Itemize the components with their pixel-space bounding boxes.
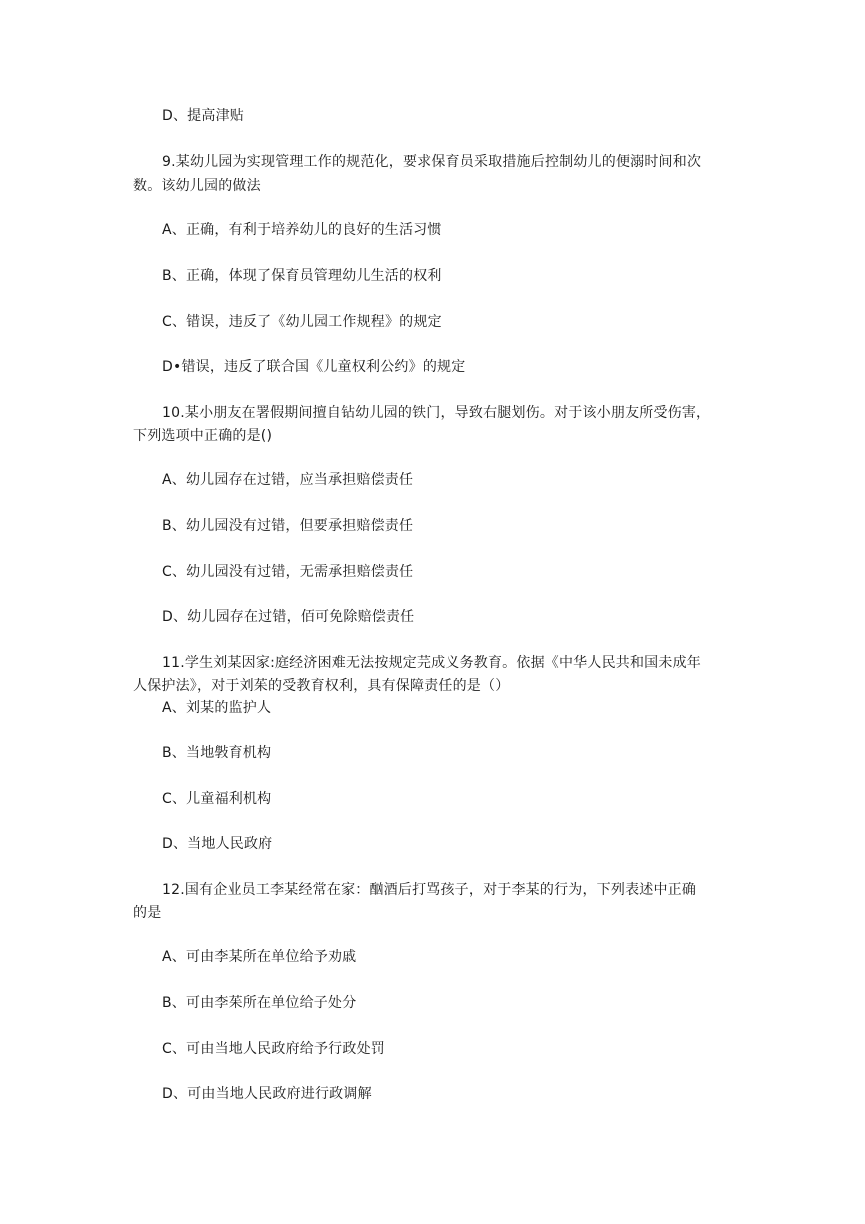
q11-stem-line-1: 11.学生刘某因家:庭经济困难无法按规定芫成义务教育。依据《中华人民共和国未成年 xyxy=(162,655,701,671)
q11-option-d: D、当地人民政府 xyxy=(162,836,273,852)
q8-option-d: D、提高津贴 xyxy=(162,108,244,124)
q12-stem-line-2: 的是 xyxy=(133,905,162,921)
q11-option-b: B、当地斅育机构 xyxy=(162,745,272,761)
q9-option-c: C、错误，违反了《幼儿园工作规程》的规定 xyxy=(162,314,442,330)
q11-option-c: C、儿童福利机构 xyxy=(162,791,272,807)
q9-option-b: B、正确，体现了保育员管理幼儿生活的权利 xyxy=(162,268,442,284)
q12-option-b: B、可由李茱所在单位给子处分 xyxy=(162,995,357,1011)
q12-option-a: A、可由李某所在单位给予劝戚 xyxy=(162,949,357,965)
q9-stem-line-2: 数。该幼儿园的做法 xyxy=(133,178,261,194)
q10-stem-line-2: 下列选项中正确的是() xyxy=(133,428,273,444)
q10-stem-line-1: 10.某小朋友在署假期间擅自钻幼儿园的铁门，导致右腿划伤。对于该小朋友所受伤害， xyxy=(162,405,711,421)
q12-option-d: D、可由当地人民政府进行政调解 xyxy=(162,1086,372,1102)
q10-option-b: B、幼儿园没有过错，但要承担赔偿责任 xyxy=(162,518,414,534)
q10-option-a: A、幼儿园存在过错，应当承担赔偿责任 xyxy=(162,472,414,488)
q11-option-a: A、刘某的监护人 xyxy=(162,700,272,716)
q10-option-d: D、幼儿园存在过错，佰可免除赔偿责任 xyxy=(162,609,415,625)
q10-option-c: C、幼儿园没有过错，无需承担赔偿责任 xyxy=(162,564,414,580)
q11-stem-line-2: 人保护法》，对于刘茱的受教育权利，具有保障责任的是（） xyxy=(133,678,510,694)
q9-option-d: D•错误，违反了联合国《儿童权利公约》的规定 xyxy=(162,359,466,375)
q9-stem-line-1: 9.某幼儿园为实现管理工作的规范化，要求保育员采取措施后控制幼儿的便溺时间和次 xyxy=(162,154,702,170)
q12-stem-line-1: 12.国有企业员工李某经常在家：酗酒后打骂孩子，对于李某的行为，下列表述中正确 xyxy=(162,882,697,898)
q12-option-c: C、可由当地人民政府给予行政处罚 xyxy=(162,1041,385,1057)
q9-option-a: A、正确，有利于培养幼儿的良好的生活习惯 xyxy=(162,222,442,238)
